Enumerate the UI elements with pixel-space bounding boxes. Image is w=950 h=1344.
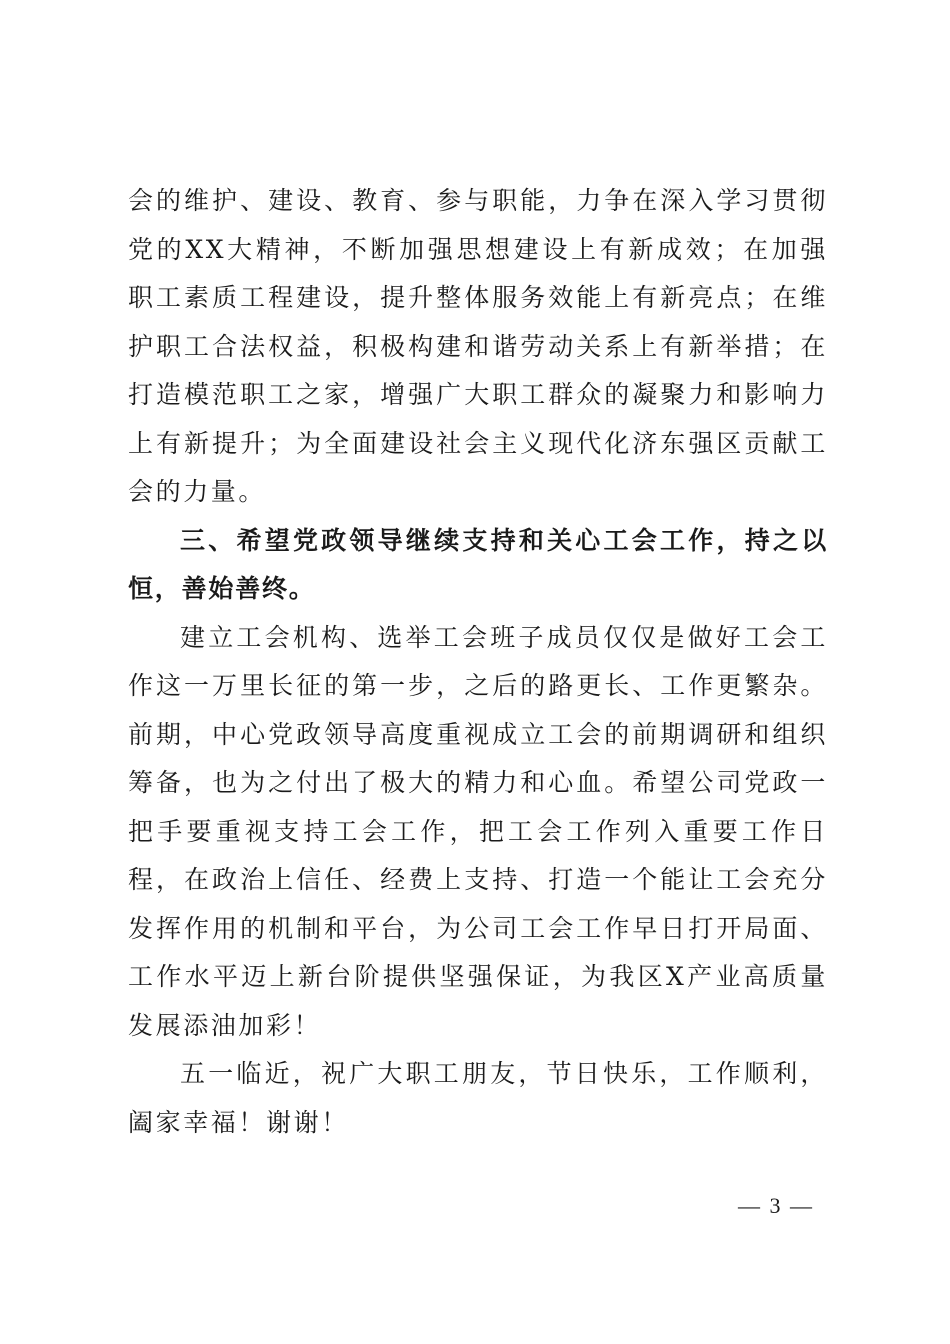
section-heading-three: 三、希望党政领导继续支持和关心工会工作，持之以恒，善始善终。 <box>128 525 828 603</box>
body-paragraph-support: 建立工会机构、选举工会班子成员仅仅是做好工会工作这一万里长征的第一步，之后的路更长、工作更繁杂。前期，中心党政领导高度重视成立工会的前期调研和组织筹备，也为之付出了极大的精力和心血。希望公司党政一把手要重视支持工会工作，把工会工作列入重要工作日程，在政治上信任、经费上支持、打造一个能让工会充分发挥作用的机制和平台，为公司工会工作早日打开局面、工作水平迈上新台阶提供坚强保证，为我区X产业高质量发展添油加彩！ <box>128 622 828 1040</box>
body-paragraph-continued: 会的维护、建设、教育、参与职能，力争在深入学习贯彻党的XX大精神，不断加强思想建设上有新成效；在加强职工素质工程建设，提升整体服务效能上有新亮点；在维护职工合法权益，积极构建和谐劳动关系上有新举措；在打造模范职工之家，增强广大职工群众的凝聚力和影响力上有新提升；为全面建设社会主义现代化济东强区贡献工会的力量。 <box>128 186 828 506</box>
body-paragraph-closing: 五一临近，祝广大职工朋友，节日快乐，工作顺利，阖家幸福！谢谢！ <box>128 1059 828 1137</box>
document-body <box>128 177 828 1147</box>
page-number: — 3 — <box>738 1193 814 1218</box>
